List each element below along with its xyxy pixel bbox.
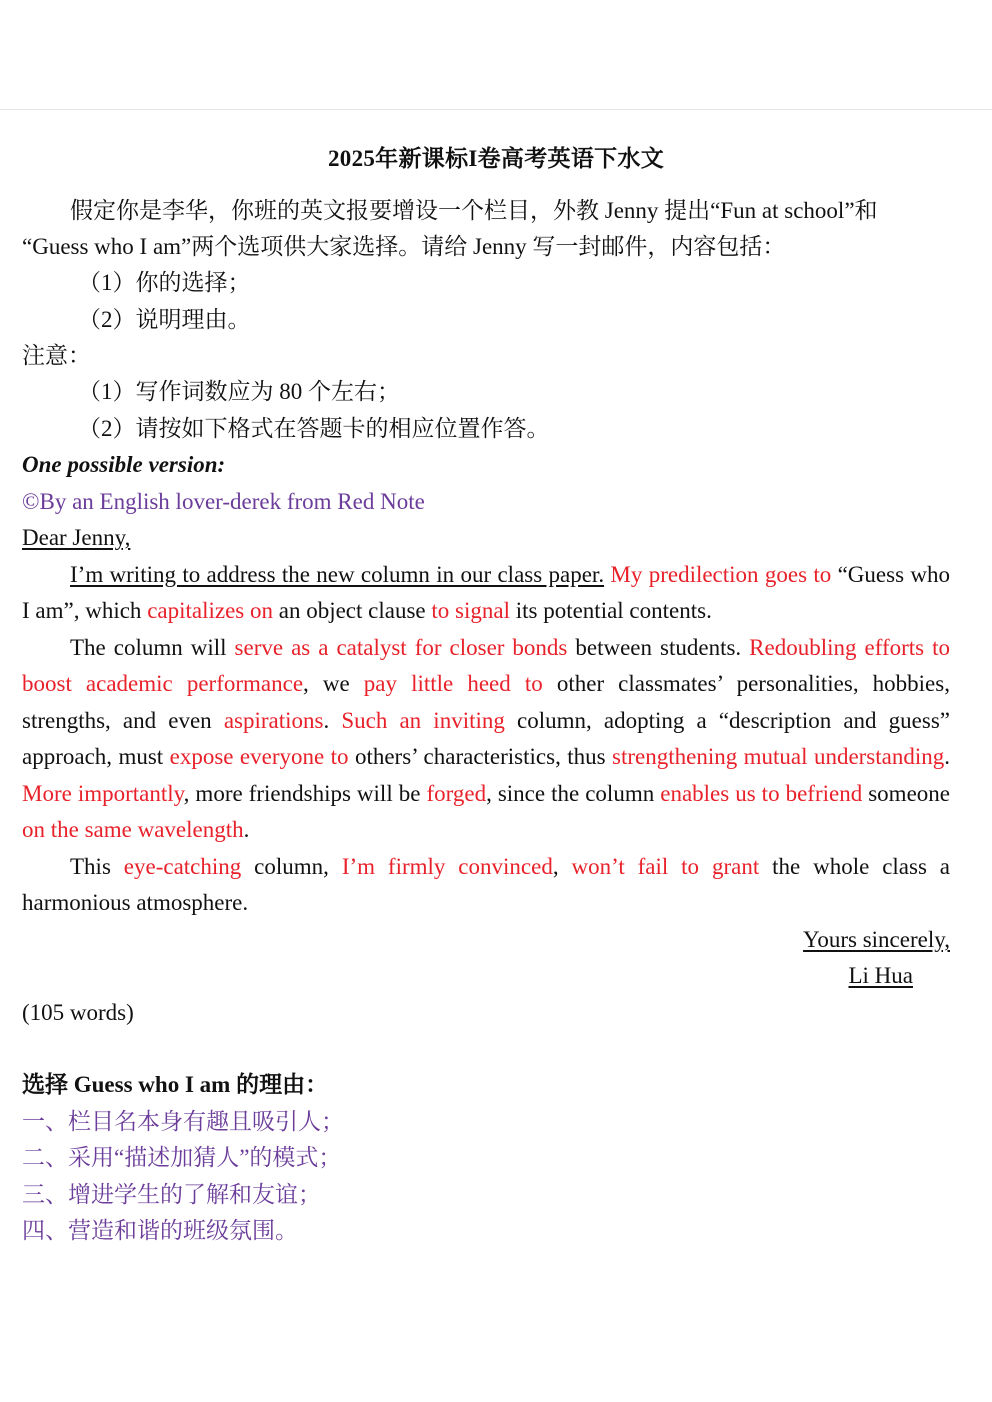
essay-text: others’ characteristics, thus bbox=[348, 744, 613, 770]
essay-text: column, bbox=[241, 854, 342, 879]
prompt-line-1 bbox=[22, 193, 950, 229]
signature-text: Li Hua bbox=[848, 963, 913, 988]
reason-item-4: 四、营造和谐的班级氛围。 bbox=[22, 1218, 298, 1243]
highlight-phrase: serve as a catalyst for closer bonds bbox=[234, 635, 568, 660]
salutation bbox=[22, 520, 950, 556]
essay-text: . bbox=[944, 744, 950, 770]
highlight-phrase: More importantly bbox=[22, 780, 184, 806]
prompt-option: Fun at school bbox=[720, 198, 845, 223]
essay-text: someone bbox=[862, 780, 950, 806]
prompt-line-2: “Guess who I am”两个选项供大家选择。请给 Jenny 写一封邮件，内容包括： bbox=[22, 234, 786, 259]
highlight-phrase: strengthening mutual understanding bbox=[612, 744, 945, 770]
prompt-item-2: （2）说明理由。 bbox=[78, 307, 251, 332]
prompt-text: 假定你是李华，你班的英文报要增设一个栏目，外教 Jenny 提出“ bbox=[70, 198, 721, 223]
note-item-1: （1）写作词数应为 80 个左右； bbox=[78, 379, 400, 404]
closing-text: Yours sincerely, bbox=[803, 927, 950, 952]
highlight-phrase: I’m firmly convinced bbox=[341, 854, 553, 879]
essay-text: column, adopting a “description and guess” approach, must bbox=[22, 707, 950, 770]
page-top-divider bbox=[0, 109, 992, 110]
essay-text: , since the column bbox=[486, 780, 661, 806]
closing bbox=[22, 922, 950, 958]
reason-item-2: 二、采用“描述加猜人”的模式； bbox=[22, 1145, 342, 1170]
essay-text: , bbox=[552, 854, 572, 879]
highlight-phrase: on the same wavelength bbox=[22, 817, 244, 843]
essay-text: the whole class a harmonious atmosphere. bbox=[22, 854, 951, 916]
highlight-phrase: Such an inviting bbox=[341, 707, 505, 733]
highlight-phrase: eye-catching bbox=[123, 854, 242, 879]
prompt-item-1: （1）你的选择； bbox=[78, 270, 251, 295]
credit-line: ©By an English lover-derek from Red Note bbox=[22, 489, 425, 514]
version-label: One possible version: bbox=[22, 452, 226, 477]
highlight-phrase: won’t fail to grant bbox=[571, 854, 760, 879]
highlight-phrase: pay little heed to bbox=[363, 671, 543, 697]
essay-text: . bbox=[323, 707, 342, 733]
reasons-heading-option: Guess who I am bbox=[73, 1072, 231, 1097]
essay-text: , we bbox=[303, 671, 364, 697]
essay-text: its potential contents. bbox=[509, 598, 712, 624]
essay-text: The column will bbox=[70, 635, 235, 660]
essay-text: I’m writing to address the new column in our class paper. bbox=[70, 562, 605, 587]
note-item-2: （2）请按如下格式在答题卡的相应位置作答。 bbox=[78, 416, 550, 441]
essay-paragraph-3 bbox=[22, 849, 950, 922]
highlight-phrase: to signal bbox=[431, 598, 510, 624]
essay-paragraph-2 bbox=[22, 630, 950, 848]
essay-text: , more friendships will be bbox=[183, 780, 427, 806]
highlight-phrase: capitalizes on bbox=[147, 598, 273, 624]
essay-text: This bbox=[70, 854, 124, 879]
essay-text: . bbox=[243, 817, 250, 843]
essay-text: between students. bbox=[567, 635, 750, 660]
essay-text: an object clause bbox=[273, 598, 432, 624]
prompt-text: ”和 bbox=[844, 198, 878, 223]
note-label: 注意： bbox=[22, 343, 91, 368]
salutation-text: Dear Jenny, bbox=[22, 525, 131, 550]
highlight-phrase: Redoubling efforts to boost academic performance bbox=[22, 635, 951, 697]
essay-text: “Guess who I am”, which bbox=[22, 562, 950, 624]
reasons-heading-text: 选择 bbox=[22, 1072, 74, 1097]
highlight-phrase: aspirations bbox=[223, 707, 324, 733]
reason-item-1: 一、栏目名本身有趣且吸引人； bbox=[22, 1109, 344, 1134]
highlight-phrase: expose everyone to bbox=[169, 744, 349, 770]
reasons-heading-text: 的理由： bbox=[230, 1072, 329, 1097]
highlight-phrase: My predilection goes to bbox=[604, 562, 832, 587]
page-title: 2025年新课标I卷高考英语下水文 bbox=[327, 146, 665, 171]
word-count: (105 words) bbox=[22, 1000, 134, 1025]
signature bbox=[22, 958, 913, 994]
reason-item-3: 三、增进学生的了解和友谊； bbox=[22, 1182, 321, 1207]
essay-text: other classmates’ personalities, hobbies, strengths, and even bbox=[22, 671, 950, 733]
highlight-phrase: forged bbox=[426, 780, 487, 806]
reasons-heading bbox=[22, 1067, 950, 1103]
highlight-phrase: enables us to befriend bbox=[660, 780, 863, 806]
essay-paragraph-1 bbox=[22, 557, 950, 630]
